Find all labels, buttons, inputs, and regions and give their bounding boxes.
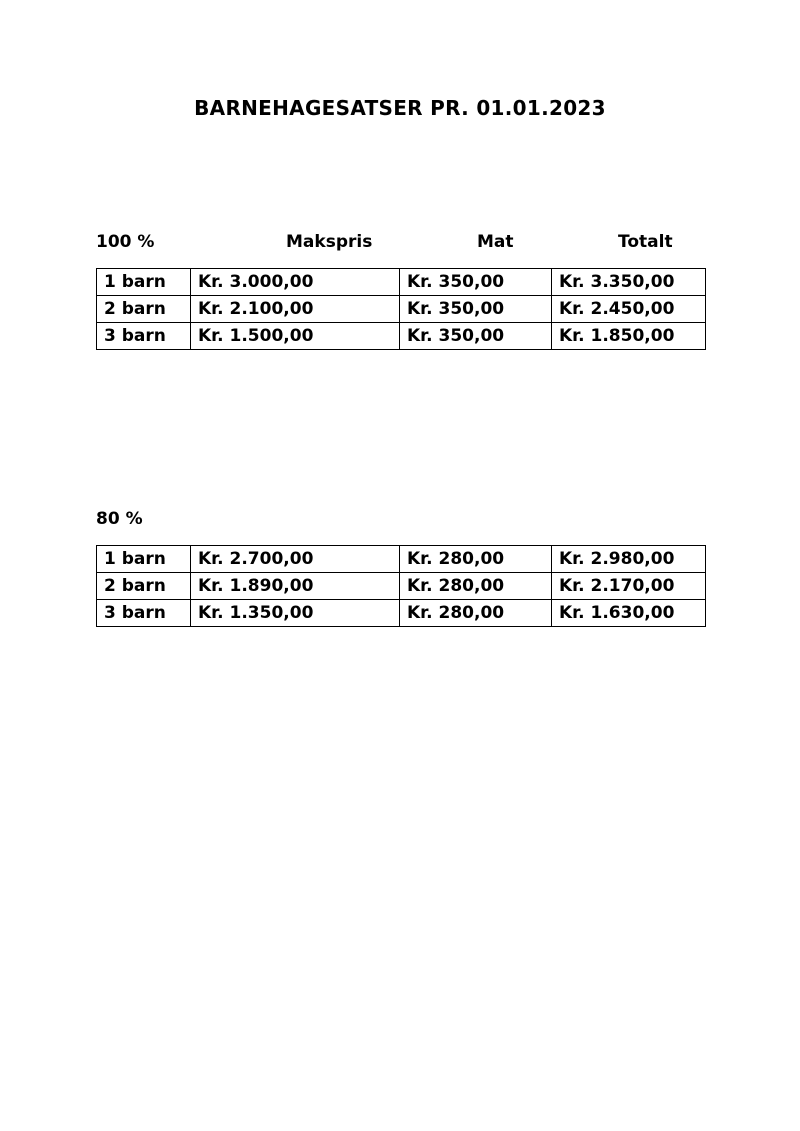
cell-makspris: Kr. 2.100,00: [191, 296, 400, 323]
cell-barn: 1 barn: [97, 546, 191, 573]
cell-barn: 3 barn: [97, 600, 191, 627]
column-header-totalt: Totalt: [618, 232, 673, 252]
cell-totalt: Kr. 3.350,00: [552, 269, 706, 296]
table-row: [97, 546, 706, 573]
cell-makspris: Kr. 3.000,00: [191, 269, 400, 296]
cell-totalt: Kr. 2.450,00: [552, 296, 706, 323]
cell-totalt: Kr. 2.980,00: [552, 546, 706, 573]
table-row: [97, 323, 706, 350]
table-row: [97, 269, 706, 296]
cell-makspris: Kr. 1.500,00: [191, 323, 400, 350]
cell-barn: 3 barn: [97, 323, 191, 350]
cell-mat: Kr. 280,00: [400, 573, 552, 600]
cell-makspris: Kr. 1.890,00: [191, 573, 400, 600]
section-label-100: 100 %: [96, 232, 155, 252]
cell-mat: Kr. 280,00: [400, 546, 552, 573]
section-label-80: 80 %: [96, 509, 143, 529]
table-row: [97, 600, 706, 627]
cell-makspris: Kr. 1.350,00: [191, 600, 400, 627]
cell-totalt: Kr. 1.630,00: [552, 600, 706, 627]
column-header-mat: Mat: [477, 232, 514, 252]
rates-table-80: [96, 545, 706, 627]
rates-table-100: [96, 268, 706, 350]
column-header-makspris: Makspris: [286, 232, 373, 252]
cell-barn: 2 barn: [97, 296, 191, 323]
table-row: [97, 573, 706, 600]
cell-barn: 2 barn: [97, 573, 191, 600]
cell-totalt: Kr. 1.850,00: [552, 323, 706, 350]
cell-totalt: Kr. 2.170,00: [552, 573, 706, 600]
cell-barn: 1 barn: [97, 269, 191, 296]
cell-makspris: Kr. 2.700,00: [191, 546, 400, 573]
page-title: BARNEHAGESATSER PR. 01.01.2023: [194, 96, 606, 120]
cell-mat: Kr. 350,00: [400, 323, 552, 350]
table-row: [97, 296, 706, 323]
cell-mat: Kr. 350,00: [400, 296, 552, 323]
cell-mat: Kr. 350,00: [400, 269, 552, 296]
cell-mat: Kr. 280,00: [400, 600, 552, 627]
